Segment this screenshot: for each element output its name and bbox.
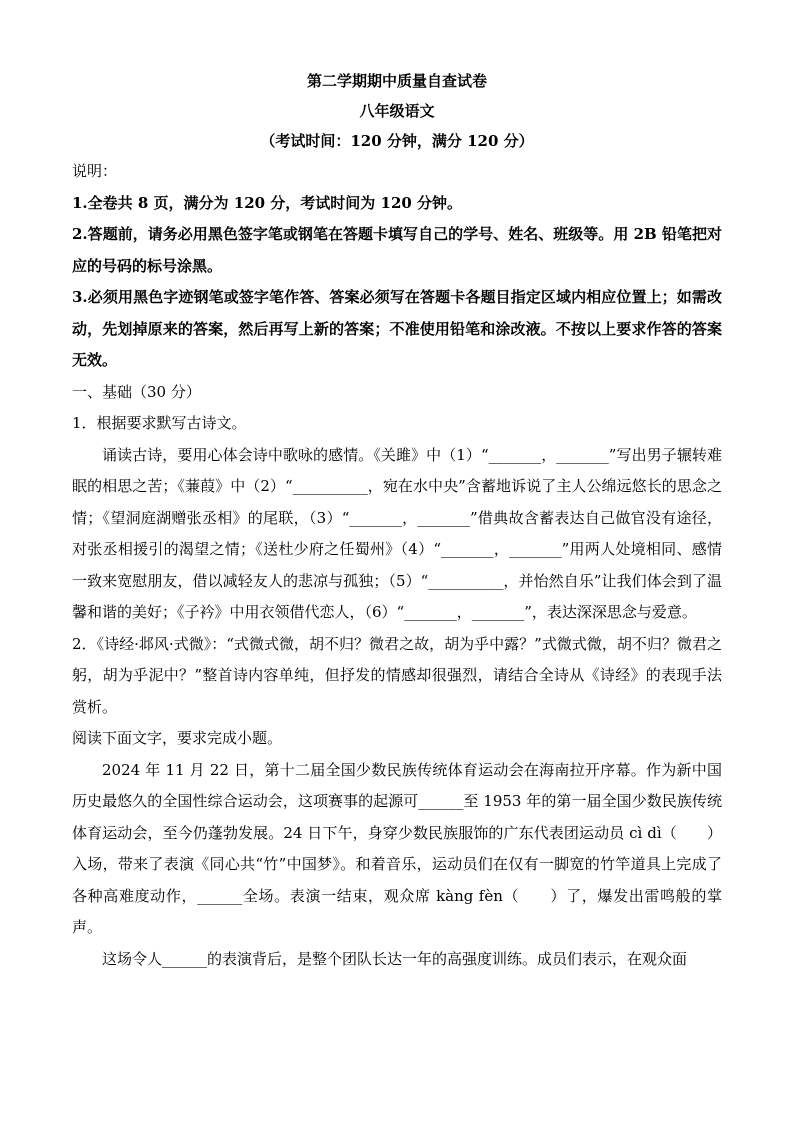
instruction-item-2: 2.答题前，请务必用黑色签字笔或钢笔在答题卡填写自己的学号、姓名、班级等。用 2B 铅笔把对应的号码的标号涂黑。 bbox=[72, 225, 722, 275]
instruction-item-3: 3.必须用黑色字迹钢笔或签字笔作答、答案必须写在答题卡各题目指定区域内相应位置上；如需改动，先划掉原来的答案，然后再写上新的答案；不准使用铅笔和涂改液。不按以上要求作答的答案无效。 bbox=[72, 288, 722, 369]
passage-paragraph-1: 2024 年 11 月 22 日，第十二届全国少数民族传统体育运动会在海南拉开序幕。作为新中国历史最悠久的全国性综合运动会，这项赛事的起源可______至 1953 年的第一届全国少数民族传统体育运动会，至今仍蓬勃发展。24 日下午，身穿少数民族服饰的广东代表团运动员 cì dì（ ）入场，带来了表演《同心共“竹”中国梦》。和着音乐，运动员们在仅有一脚宽的竹竿道具上完成了各种高难度动作，______全场。表演一结束，观众席 kàng fèn（ ）了，爆发出雷鸣般的掌声。 bbox=[72, 760, 722, 936]
passage-paragraph-2: 这场令人______的表演背后，是整个团队长达一年的高强度训练。成员们表示，在观众面 bbox=[102, 949, 688, 968]
question-1-body: 诵读古诗，要用心体会诗中歌咏的感情。《关雎》中（1）“_______，_______”写出男子辗转难眠的相思之苦；《蒹葭》中（2）“__________，宛在水中央”含蓄地诉说了主人公绵远悠长的思念之情；《望洞庭湖赠张丞相》的尾联，（3）“_______，_______”借典故含蓄表达自己做官没有途径，对张丞相援引的渴望之情；《送杜少府之任蜀州》（4）“_______，_______”用两人处境相同、感情一致来宽慰朋友，借以减轻友人的悲凉与孤独；（5）“__________，并怡然自乐”让我们体会到了温馨和谐的美好；《子衿》中用衣领借代恋人，（6）“_______，_______”，表达深深思念与爱意。 bbox=[72, 445, 722, 621]
reading-prompt: 阅读下面文字，要求完成小题。 bbox=[72, 729, 283, 747]
question-2: 2．《诗经·邶风·式微》：“式微式微，胡不归？微君之故，胡为乎中露？”式微式微，胡不归？微君之躬，胡为乎泥中？”整首诗内容单纯，但抒发的情感却很强烈，请结合全诗从《诗经》的表现手法赏析。 bbox=[72, 634, 722, 716]
instructions-heading: 说明： bbox=[72, 162, 118, 180]
instruction-item-1: 1.全卷共 8 页，满分为 120 分，考试时间为 120 分钟。 bbox=[72, 193, 463, 212]
exam-title: 第二学期期中质量自查试卷 bbox=[306, 72, 487, 90]
exam-subtitle: 八年级语文 bbox=[359, 102, 435, 120]
exam-info: （考试时间：120 分钟，满分 120 分） bbox=[260, 132, 534, 150]
section-heading: 一、基础（30 分） bbox=[72, 382, 201, 401]
question-1-prompt: 1．根据要求默写古诗文。 bbox=[72, 414, 247, 432]
